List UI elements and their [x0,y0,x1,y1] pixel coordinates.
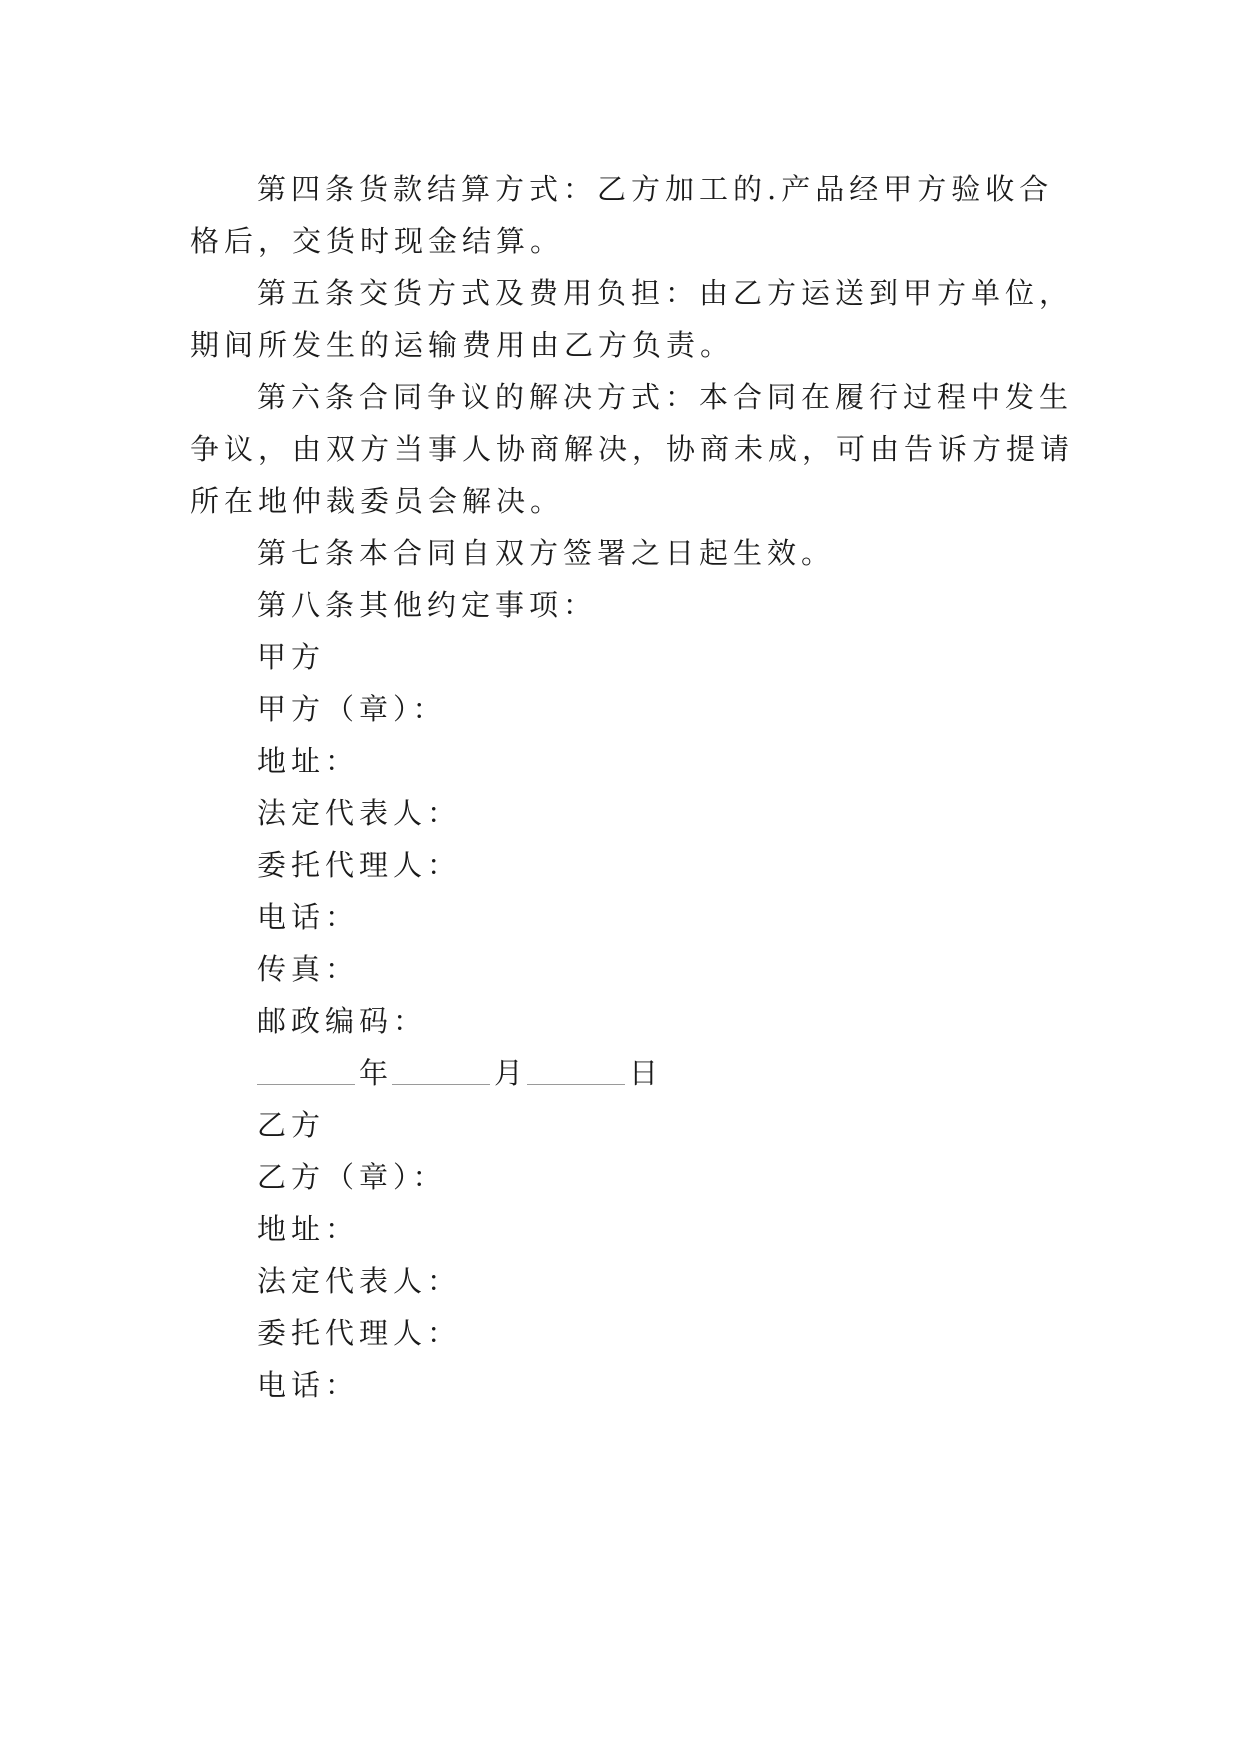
party-a-postcode-label: 邮政编码： [257,1004,428,1038]
party-b-seal-label: 乙方（章）： [257,1160,447,1194]
year-blank [257,1048,355,1085]
party-b-address-label: 地址： [257,1212,360,1246]
year-label: 年 [359,1056,389,1090]
article-7: 第七条本合同自双方签署之日起生效。 [257,536,836,570]
party-b-legal-rep-label: 法定代表人： [257,1264,462,1298]
article-6-line-1: 第六条合同争议的解决方式：本合同在履行过程中发生 [257,380,1074,414]
party-a-address-label: 地址： [257,744,360,778]
article-6-line-3: 所在地仲裁委员会解决。 [190,484,565,518]
party-b-agent-label: 委托代理人： [257,1316,462,1350]
article-4-line-1: 第四条货款结算方式：乙方加工的.产品经甲方验收合 [257,172,1054,206]
party-a-heading: 甲方 [257,640,326,674]
article-5-line-1: 第五条交货方式及费用负担：由乙方运送到甲方单位， [257,276,1074,310]
party-a-phone-label: 电话： [257,900,360,934]
date-line [257,1044,662,1102]
month-label: 月 [494,1056,524,1090]
day-label: 日 [629,1056,659,1090]
month-blank [392,1048,490,1085]
article-6-line-2: 争议，由双方当事人协商解决，协商未成，可由告诉方提请 [190,432,1075,466]
article-4-line-2: 格后，交货时现金结算。 [190,224,565,258]
party-a-agent-label: 委托代理人： [257,848,462,882]
article-5-line-2: 期间所发生的运输费用由乙方负责。 [190,328,735,362]
article-8: 第八条其他约定事项： [257,588,598,622]
party-a-legal-rep-label: 法定代表人： [257,796,462,830]
party-a-fax-label: 传真： [257,952,360,986]
party-b-phone-label: 电话： [257,1368,360,1402]
party-a-seal-label: 甲方（章）： [257,692,447,726]
party-b-heading: 乙方 [257,1108,326,1142]
day-blank [527,1048,625,1085]
